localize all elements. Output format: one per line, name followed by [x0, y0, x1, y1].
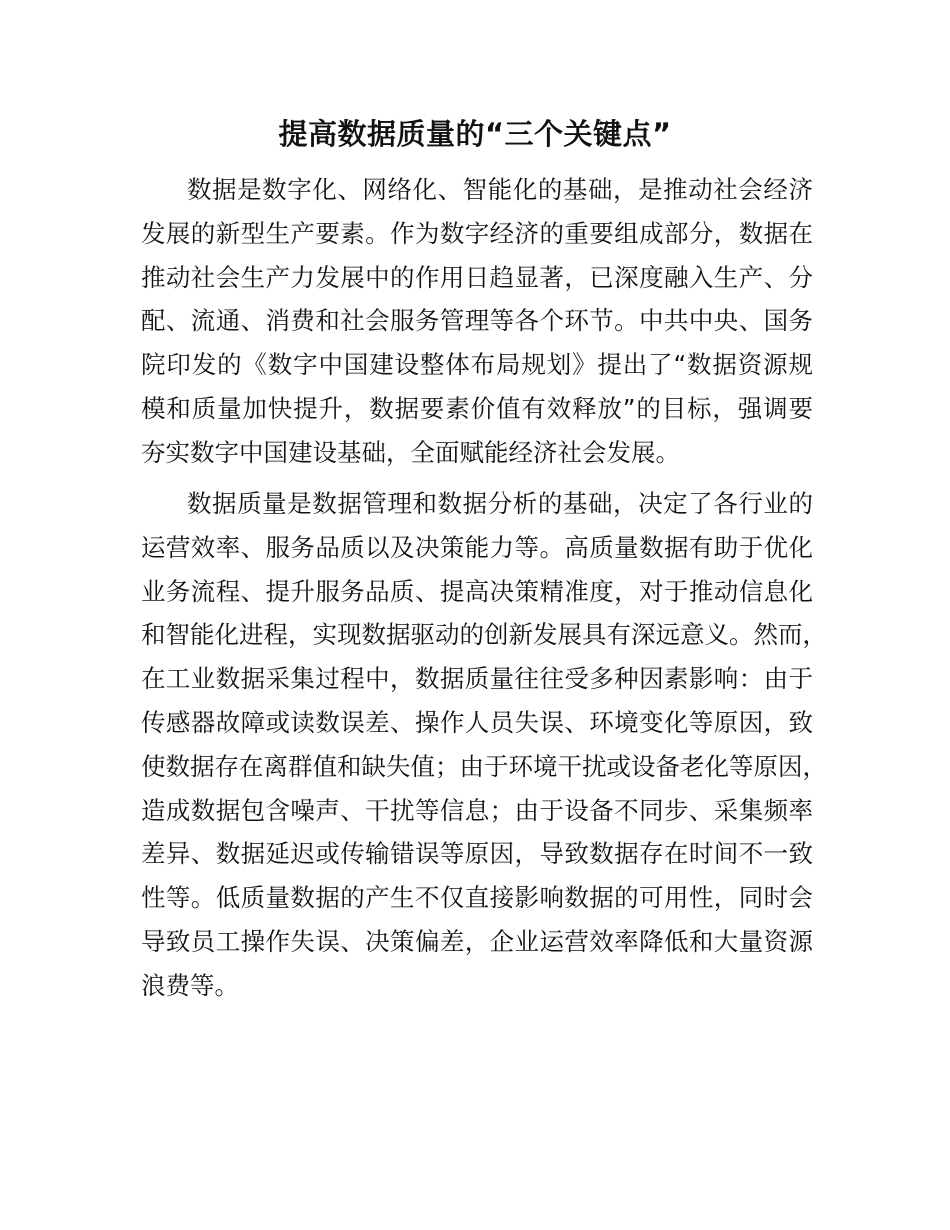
paragraph-1: [141, 168, 813, 475]
text-line: 运营效率、服务品质以及决策能力等。高质量数据有助于优化: [141, 532, 813, 562]
document-title: 提高数据质量的“三个关键点”: [278, 117, 672, 151]
text-line: 浪费等。: [141, 970, 239, 1000]
paragraph-2: [141, 482, 827, 1008]
text-line: 差异、数据延迟或传输错误等原因，导致数据存在时间不一致: [141, 839, 813, 869]
text-line: 在工业数据采集过程中，数据质量往往受多种因素影响：由于: [141, 664, 813, 694]
text-line: 使数据存在离群值和缺失值；由于环境干扰或设备老化等原因，: [141, 751, 827, 781]
text-line: 和智能化进程，实现数据驱动的创新发展具有深远意义。然而，: [141, 620, 827, 650]
text-line: 导致员工操作失误、决策偏差，企业运营效率降低和大量资源: [141, 926, 813, 956]
text-line: 院印发的《数字中国建设整体布局规划》提出了“数据资源规: [141, 350, 813, 380]
text-line: 传感器故障或读数误差、操作人员失误、环境变化等原因，致: [141, 707, 813, 737]
text-line: 夯实数字中国建设基础，全面赋能经济社会发展。: [141, 437, 680, 467]
text-line: 模和质量加快提升，数据要素价值有效释放”的目标，强调要: [141, 393, 813, 423]
text-line: 推动社会生产力发展中的作用日趋显著，已深度融入生产、分: [141, 262, 813, 292]
text-line: 造成数据包含噪声、干扰等信息；由于设备不同步、采集频率: [141, 795, 813, 825]
text-line: 数据是数字化、网络化、智能化的基础，是推动社会经济: [187, 175, 813, 204]
text-line: 数据质量是数据管理和数据分析的基础，决定了各行业的: [187, 489, 813, 518]
text-line: 发展的新型生产要素。作为数字经济的重要组成部分，数据在: [141, 218, 813, 248]
text-line: 配、流通、消费和社会服务管理等各个环节。中共中央、国务: [141, 306, 813, 336]
text-line: 业务流程、提升服务品质、提高决策精准度，对于推动信息化: [141, 576, 813, 606]
text-line: 性等。低质量数据的产生不仅直接影响数据的可用性，同时会: [141, 883, 813, 913]
